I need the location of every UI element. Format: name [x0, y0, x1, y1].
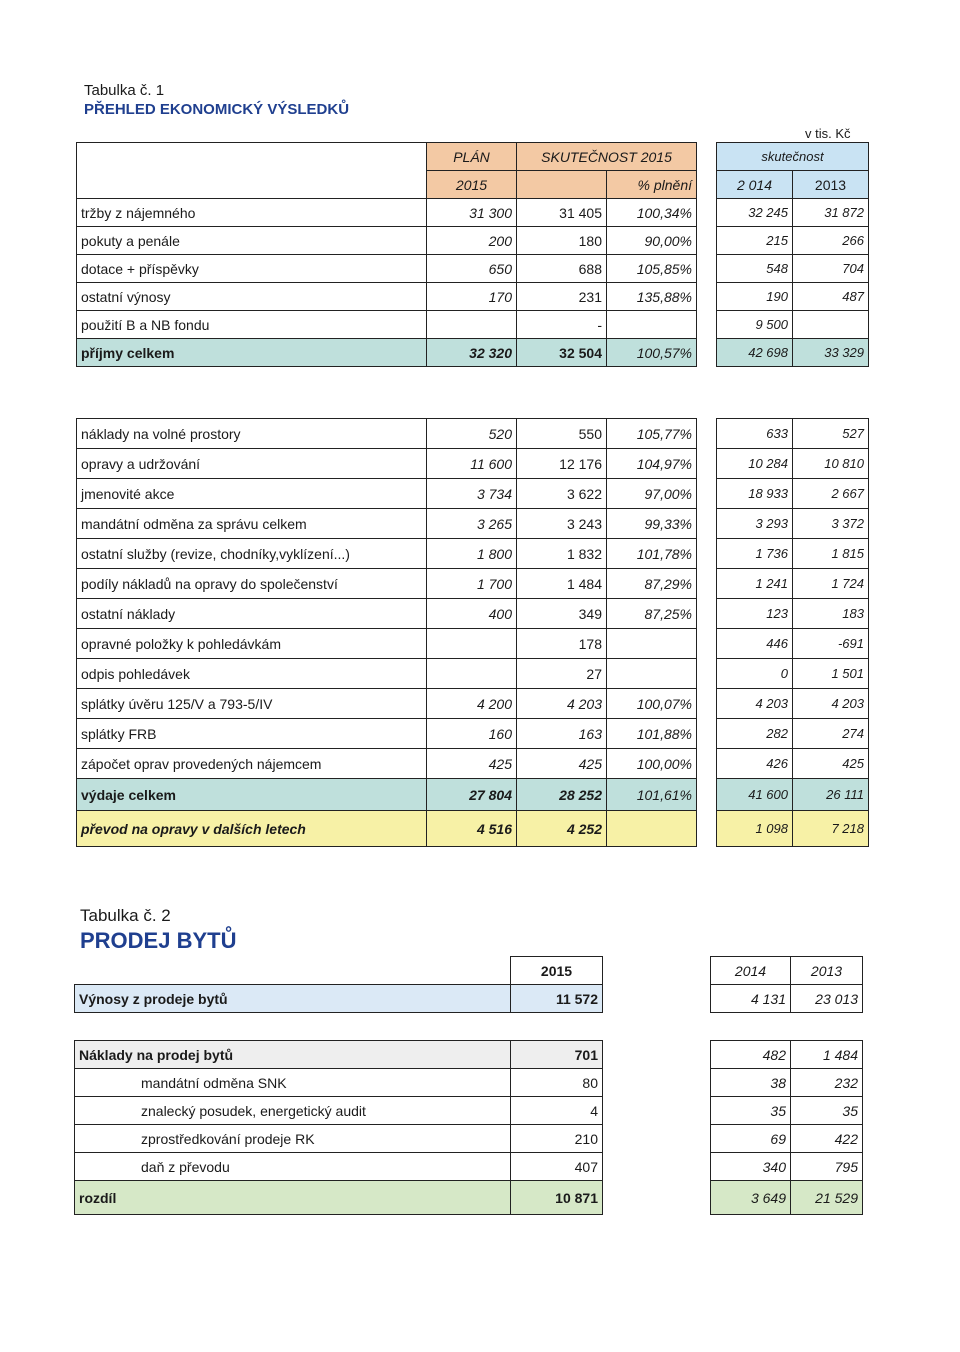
table2-title: PRODEJ BYTŮ	[80, 928, 237, 953]
row-label: příjmy celkem	[77, 339, 427, 367]
pct-value: 101,61%	[607, 779, 697, 811]
skut-value: 31 405	[517, 199, 607, 227]
pct-value: 100,07%	[607, 689, 697, 719]
pct-value: 90,00%	[607, 227, 697, 255]
header-2015: 2015	[511, 957, 603, 985]
pct-value: 100,34%	[607, 199, 697, 227]
y2013-value: 274	[793, 719, 869, 749]
table-row	[77, 629, 869, 659]
table-row	[75, 1153, 863, 1181]
plan-value: 1 700	[427, 569, 517, 599]
y2013-value: 10 810	[793, 449, 869, 479]
plan-value: 650	[427, 255, 517, 283]
skut-value: 27	[517, 659, 607, 689]
pct-value: 100,57%	[607, 339, 697, 367]
table2-label: Tabulka č. 2	[80, 906, 171, 925]
sales-table	[74, 956, 863, 1215]
plan-value	[427, 629, 517, 659]
y2013-value: 704	[793, 255, 869, 283]
income-rows	[77, 199, 869, 367]
pct-value: 97,00%	[607, 479, 697, 509]
y2014-value: 9 500	[717, 311, 793, 339]
plan-value: 27 804	[427, 779, 517, 811]
y2014-value: 633	[717, 419, 793, 449]
y2014-value: 35	[711, 1097, 791, 1125]
y2013-value: 1 484	[791, 1041, 863, 1069]
row-label: zápočet oprav provedených nájemcem	[77, 749, 427, 779]
pct-value: 135,88%	[607, 283, 697, 311]
y2014-value: 38	[711, 1069, 791, 1097]
table-row	[75, 1097, 863, 1125]
pct-value: 100,00%	[607, 749, 697, 779]
y2014-value: 190	[717, 283, 793, 311]
table-row	[75, 1125, 863, 1153]
y2013-value: 183	[793, 599, 869, 629]
plan-value: 1 800	[427, 539, 517, 569]
table-row	[77, 479, 869, 509]
row-label: Výnosy z prodeje bytů	[75, 985, 511, 1013]
skut-value: 425	[517, 749, 607, 779]
plan-value: 520	[427, 419, 517, 449]
row-label: jmenovité akce	[77, 479, 427, 509]
row-label: výdaje celkem	[77, 779, 427, 811]
y2013-value: 1 815	[793, 539, 869, 569]
y2013-value: 3 372	[793, 509, 869, 539]
y2014-value: 41 600	[717, 779, 793, 811]
y2013-value: 487	[793, 283, 869, 311]
y2014-value: 1 736	[717, 539, 793, 569]
y2014-value: 3 649	[711, 1181, 791, 1215]
y2013-value: 1 724	[793, 569, 869, 599]
row-label: rozdíl	[75, 1181, 511, 1215]
y2013-value	[793, 311, 869, 339]
y2015-value: 407	[511, 1153, 603, 1181]
table-row	[77, 227, 869, 255]
plan-value: 31 300	[427, 199, 517, 227]
table-row	[77, 419, 869, 449]
skut-value: 1 484	[517, 569, 607, 599]
y2014-value: 282	[717, 719, 793, 749]
skut-value: 28 252	[517, 779, 607, 811]
y2013-value: 266	[793, 227, 869, 255]
header-2014: 2014	[711, 957, 791, 985]
y2013-value: 527	[793, 419, 869, 449]
row-label: Náklady na prodej bytů	[75, 1041, 511, 1069]
unit-label: v tis. Kč	[805, 126, 851, 141]
table-row	[77, 569, 869, 599]
pct-value	[607, 811, 697, 847]
y2013-value: 422	[791, 1125, 863, 1153]
table-row	[77, 283, 869, 311]
pct-value: 104,97%	[607, 449, 697, 479]
y2014-value: 42 698	[717, 339, 793, 367]
pct-value: 99,33%	[607, 509, 697, 539]
skut-value: 231	[517, 283, 607, 311]
y2015-value: 4	[511, 1097, 603, 1125]
header-2013: 2013	[791, 957, 863, 985]
cost-total-row	[77, 779, 869, 811]
row-label: náklady na volné prostory	[77, 419, 427, 449]
y2014-value: 123	[717, 599, 793, 629]
y2014-value: 10 284	[717, 449, 793, 479]
pct-value	[607, 629, 697, 659]
naklady-row	[75, 1041, 863, 1069]
y2013-value: 232	[791, 1069, 863, 1097]
transfer-row	[77, 811, 869, 847]
plan-value: 3 734	[427, 479, 517, 509]
row-label: ostatní služby (revize, chodníky,vyklízení...)	[77, 539, 427, 569]
y2013-value: 35	[791, 1097, 863, 1125]
pct-value: 87,25%	[607, 599, 697, 629]
skut-value: 12 176	[517, 449, 607, 479]
row-label: splátky úvěru 125/V a 793-5/IV	[77, 689, 427, 719]
table1-label: Tabulka č. 1	[84, 82, 165, 99]
y2013-value: 7 218	[793, 811, 869, 847]
table1-title: PŘEHLED EKONOMICKÝ VÝSLEDKŮ	[84, 101, 350, 118]
y2013-value: 425	[793, 749, 869, 779]
header-plan-year: 2015	[427, 171, 517, 199]
header-2013: 2013	[793, 171, 869, 199]
y2014-value: 4 131	[711, 985, 791, 1013]
plan-value: 200	[427, 227, 517, 255]
pct-value: 101,78%	[607, 539, 697, 569]
row-label: opravy a udržování	[77, 449, 427, 479]
y2015-value: 10 871	[511, 1181, 603, 1215]
table-row	[77, 689, 869, 719]
table-row	[77, 311, 869, 339]
plan-value: 170	[427, 283, 517, 311]
table-row	[77, 719, 869, 749]
header-plan: PLÁN	[427, 143, 517, 171]
table-row	[77, 449, 869, 479]
row-label: ostatní výnosy	[77, 283, 427, 311]
table-row	[77, 539, 869, 569]
plan-value: 425	[427, 749, 517, 779]
row-label: podíly nákladů na opravy do společenství	[77, 569, 427, 599]
skut-value: 4 252	[517, 811, 607, 847]
row-label: splátky FRB	[77, 719, 427, 749]
income-total-row	[77, 339, 869, 367]
y2014-value: 548	[717, 255, 793, 283]
y2013-value: 1 501	[793, 659, 869, 689]
row-label: pokuty a penále	[77, 227, 427, 255]
y2014-value: 32 245	[717, 199, 793, 227]
y2015-value: 701	[511, 1041, 603, 1069]
plan-value: 400	[427, 599, 517, 629]
plan-value	[427, 311, 517, 339]
row-label: odpis pohledávek	[77, 659, 427, 689]
table-row	[75, 1069, 863, 1097]
pct-value	[607, 659, 697, 689]
y2013-value: 33 329	[793, 339, 869, 367]
skut-value: -	[517, 311, 607, 339]
header-plneni: % plnění	[607, 171, 697, 199]
y2013-value: 4 203	[793, 689, 869, 719]
plan-value: 160	[427, 719, 517, 749]
row-label: tržby z nájemného	[77, 199, 427, 227]
y2014-value: 0	[717, 659, 793, 689]
table-row	[77, 659, 869, 689]
y2014-value: 482	[711, 1041, 791, 1069]
plan-value	[427, 659, 517, 689]
header-skutecnost: skutečnost	[717, 143, 869, 171]
row-label: zprostředkování prodeje RK	[75, 1125, 511, 1153]
y2013-value: 2 667	[793, 479, 869, 509]
row-label: daň z převodu	[75, 1153, 511, 1181]
y2014-value: 215	[717, 227, 793, 255]
y2013-value: 23 013	[791, 985, 863, 1013]
row-label: mandátní odměna SNK	[75, 1069, 511, 1097]
y2014-value: 426	[717, 749, 793, 779]
row-label: dotace + příspěvky	[77, 255, 427, 283]
y2014-value: 1 098	[717, 811, 793, 847]
rozdil-row	[75, 1181, 863, 1215]
plan-value: 4 200	[427, 689, 517, 719]
row-label: ostatní náklady	[77, 599, 427, 629]
y2014-value: 69	[711, 1125, 791, 1153]
skut-value: 3 622	[517, 479, 607, 509]
y2014-value: 3 293	[717, 509, 793, 539]
y2013-value: 795	[791, 1153, 863, 1181]
y2013-value: 26 111	[793, 779, 869, 811]
pct-value: 105,77%	[607, 419, 697, 449]
skut-value: 688	[517, 255, 607, 283]
skut-value: 349	[517, 599, 607, 629]
skut-value: 1 832	[517, 539, 607, 569]
skut-value: 178	[517, 629, 607, 659]
y2014-value: 340	[711, 1153, 791, 1181]
table-row	[77, 199, 869, 227]
y2015-value: 210	[511, 1125, 603, 1153]
row-label: znalecký posudek, energetický audit	[75, 1097, 511, 1125]
pct-value: 101,88%	[607, 719, 697, 749]
row-label: opravné položky k pohledávkám	[77, 629, 427, 659]
header-2014: 2 014	[717, 171, 793, 199]
skut-value: 4 203	[517, 689, 607, 719]
pct-value	[607, 311, 697, 339]
table-row	[77, 255, 869, 283]
pct-value: 105,85%	[607, 255, 697, 283]
table-row	[77, 749, 869, 779]
plan-value: 4 516	[427, 811, 517, 847]
y2013-value: 21 529	[791, 1181, 863, 1215]
pct-value: 87,29%	[607, 569, 697, 599]
income-table	[76, 142, 869, 367]
skut-value: 180	[517, 227, 607, 255]
y2014-value: 18 933	[717, 479, 793, 509]
y2015-value: 80	[511, 1069, 603, 1097]
table-row	[77, 509, 869, 539]
y2013-value: -691	[793, 629, 869, 659]
y2014-value: 446	[717, 629, 793, 659]
cost-table	[76, 418, 869, 847]
vynosy-row	[75, 985, 863, 1013]
row-label: převod na opravy v dalších letech	[77, 811, 427, 847]
plan-value: 32 320	[427, 339, 517, 367]
row-label: mandátní odměna za správu celkem	[77, 509, 427, 539]
y2014-value: 1 241	[717, 569, 793, 599]
table-row	[77, 599, 869, 629]
header-blank	[77, 143, 427, 199]
y2014-value: 4 203	[717, 689, 793, 719]
row-label: použití B a NB fondu	[77, 311, 427, 339]
skut-value: 32 504	[517, 339, 607, 367]
plan-value: 3 265	[427, 509, 517, 539]
y2013-value: 31 872	[793, 199, 869, 227]
plan-value: 11 600	[427, 449, 517, 479]
header-skutecnost-2015: SKUTEČNOST 2015	[517, 143, 697, 171]
skut-value: 550	[517, 419, 607, 449]
y2015-value: 11 572	[511, 985, 603, 1013]
skut-value: 163	[517, 719, 607, 749]
skut-value: 3 243	[517, 509, 607, 539]
